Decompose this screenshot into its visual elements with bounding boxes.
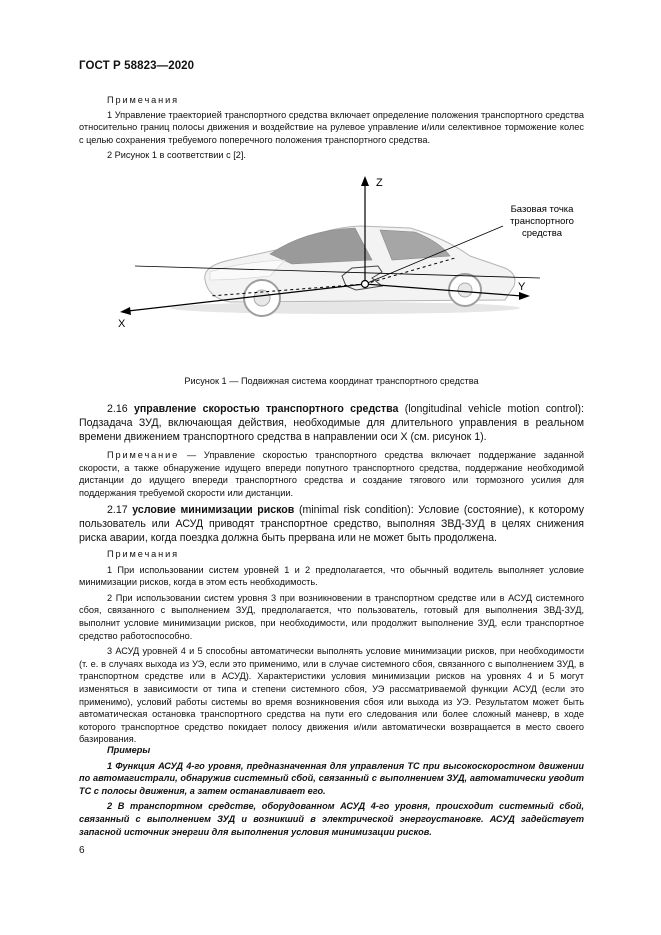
figure-caption: Рисунок 1 — Подвижная система координат транспортного средства xyxy=(184,376,479,386)
standard-header: ГОСТ Р 58823—2020 xyxy=(79,60,195,72)
notes-title: Примечания xyxy=(107,95,180,105)
examples-title: Примеры xyxy=(107,745,151,755)
rear-wheel-hub xyxy=(458,283,472,297)
section-number: 2.16 xyxy=(107,403,128,415)
ref-point-label-line2: транспортного xyxy=(510,216,574,227)
notes-block-1 xyxy=(79,94,584,162)
car-windshield xyxy=(270,228,372,264)
term-title: управление скоростью транспортного средства xyxy=(133,403,399,415)
ref-point-label-line1: Базовая точка xyxy=(510,204,574,215)
section-2-16-note xyxy=(79,449,584,499)
x-axis-arrow xyxy=(120,307,131,315)
y-axis-arrow xyxy=(519,292,530,300)
notes-block-2 xyxy=(79,548,584,746)
note-item: 1 Управление траекторией транспортного средства включает определение положения транспортного средства относительно границ полосы движения и воздействие на рулевое управление и/или селективное торможение колес с целью сохранения требуемого поперечного положения транспортного средства. xyxy=(79,109,584,145)
z-axis-label: Z xyxy=(376,177,383,189)
term-title: условие минимизации рисков xyxy=(132,504,295,516)
note-item: 1 При использовании систем уровней 1 и 2 предполагается, что обычный водитель выполняет условие минимизации рисков, когда в этом есть необходимость. xyxy=(79,564,584,588)
section-number: 2.17 xyxy=(107,504,128,516)
section-2-17 xyxy=(79,503,584,546)
note-item: 2 Рисунок 1 в соответствии с [2]. xyxy=(107,150,246,161)
note-label: Примечание xyxy=(107,450,180,460)
example-item: 1 Функция АСУД 4-го уровня, предназначенная для управления ТС при высокоскоростном движении по автомагистрали, обнаружив системный сбой, связанный с выполнением ЗУД, автоматически уводит ТС с полосы движения, а затем останавливает его. xyxy=(79,760,584,796)
note-item: 2 При использовании систем уровня 3 при возникновении в транспортном средстве или в АСУД системного сбоя, связанного с выполнением ЗУД, предполагается, что пользователь, готовый для выполнения ЗВД-ЗУД, выполнит условие минимизации рисков, при необходимости, или продолжит выполнение ЗУД, если транспортное средство работоспособно. xyxy=(79,592,584,641)
term-definition: (minimal risk condition): Условие (состояние), к которому пользователь или АСУД приводят транспортное средство, выполняя ЗВД-ЗУД в целях снижения риска аварии, когда поездка должна быть прервана или не может быть продолжена. xyxy=(79,504,584,545)
z-axis-arrow xyxy=(361,176,369,186)
term-definition: (longitudinal vehicle motion control): Подзадача ЗУД, включающая действия, необходимые для длительного управления в реальном времени движением транспортного средства в направлении оси X (см. рисунок 1). xyxy=(79,403,584,444)
ref-point-label-line3: средства xyxy=(522,228,562,239)
page-number: 6 xyxy=(79,845,85,856)
section-2-16 xyxy=(79,402,584,445)
vehicle-coordinate-figure xyxy=(110,168,574,368)
car-side-window xyxy=(380,230,450,260)
examples-block xyxy=(79,744,584,838)
y-axis-label: Y xyxy=(518,281,526,293)
example-item: 2 В транспортном средстве, оборудованном АСУД 4-го уровня, происходит системный сбой, связанный с выполнением ЗУД и возникший в электрической энергоустановке. АСУД задействует запасной источник энергии для выполнения условия минимизации рисков. xyxy=(79,801,584,837)
note-text: — Управление скоростью транспортного средства включает поддержание заданной скорости, а также обнаружение идущего впереди попутного транспортного средства, поддержание необходимой дистанции до идущего впереди транспортного средства и создание тягового или тормозного усилия для поддержания требуемой скорости или дистанции. xyxy=(79,450,584,498)
origin-point xyxy=(362,281,369,288)
notes-title: Примечания xyxy=(107,549,180,559)
x-axis-label: X xyxy=(118,318,126,330)
note-item: 3 АСУД уровней 4 и 5 способны автоматически выполнять условие минимизации рисков, при необходимости (т. е. в случаях выхода из УЭ, если это применимо, или в случае системного сбоя, связанного с выполнением ЗУД, в транспортном средстве или в АСУД). Характеристики условия минимизации рисков на уровнях 4 и 5 могут изменяться в зависимости от типа и степени системного сбоя, УЭ рассматриваемой функции АСУД (если это применимо), условий работы системы во время возникновения сбоя или выхода из УЭ. Результатом может быть автоматическая остановка транспортного средства на пути его следования или более сложный маневр, в ходе которого транспортное средство покидает полосу движения и/или автоматически возвращается в место своего базирования. xyxy=(79,646,584,745)
